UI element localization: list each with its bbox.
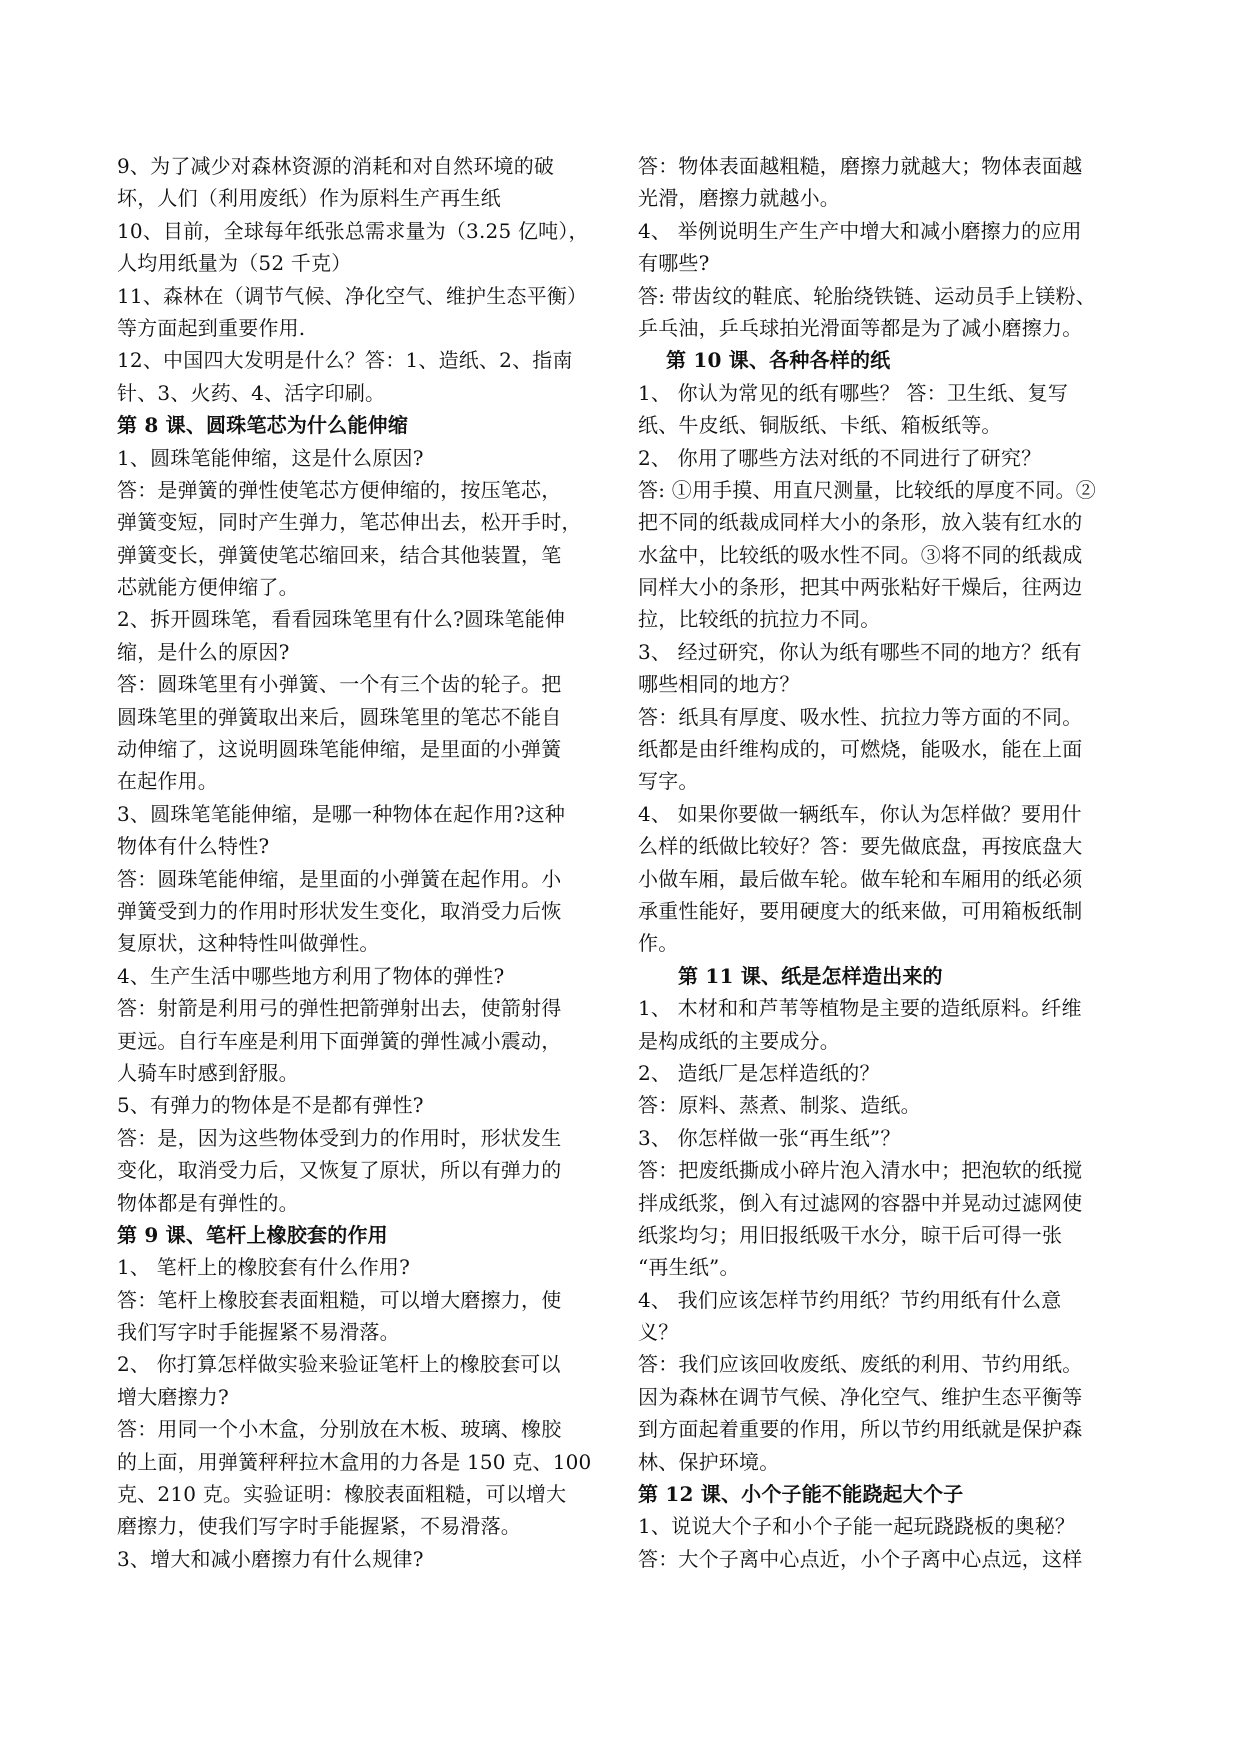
text-line: 物体都是有弹性的。 (117, 1190, 299, 1215)
text-line: 克、210 克。实验证明：橡胶表面粗糙，可以增大 (117, 1482, 567, 1507)
text-line: 答：是弹簧的弹性使笔芯方便伸缩的，按压笔芯， (117, 477, 562, 502)
text-line: 5、有弹力的物体是不是都有弹性? (117, 1093, 424, 1118)
text-line: 有哪些? (638, 251, 710, 276)
text-line: 动伸缩了，这说明圆珠笔能伸缩，是里面的小弹簧 (117, 737, 562, 762)
text-line: 1、 笔杆上的橡胶套有什么作用? (117, 1255, 411, 1280)
text-line: 人均用纸量为（52 千克） (117, 251, 352, 276)
text-line: 10、目前，全球每年纸张总需求量为（3.25 亿吨）， (117, 218, 589, 243)
text-line: 答：笔杆上橡胶套表面粗糙，可以增大磨擦力，使 (117, 1287, 562, 1312)
text-line: 水盆中，比较纸的吸水性不同。③将不同的纸裁成 (638, 542, 1083, 567)
text-line: 增大磨擦力? (117, 1384, 229, 1409)
right-column (638, 150, 1118, 1575)
text-line: 复原状，这种特性叫做弹性。 (117, 931, 380, 956)
text-line: 2、 你打算怎样做实验来验证笔杆上的橡胶套可以 (117, 1352, 561, 1377)
text-line: 纸浆均匀；用旧报纸吸干水分，晾干后可得一张 (638, 1222, 1063, 1247)
text-line: 4、 我们应该怎样节约用纸？节约用纸有什么意 (638, 1287, 1062, 1312)
text-line: “再生纸”。 (638, 1255, 740, 1280)
text-line: 把不同的纸裁成同样大小的条形，放入装有红水的 (638, 510, 1083, 535)
text-line: 答: 带齿纹的鞋底、轮胎绕铁链、运动员手上镁粉、 (638, 283, 1096, 308)
text-line: 拉，比较纸的抗拉力不同。 (638, 607, 881, 632)
text-line: 林、保护环境。 (638, 1449, 780, 1474)
text-line: 写字。 (638, 769, 699, 794)
section-heading: 第 10 课、各种各样的纸 (666, 348, 891, 373)
text-line: 2、拆开圆珠笔，看看园珠笔里有什么?圆珠笔能伸 (117, 607, 566, 632)
text-line: 11、森林在（调节气候、净化空气、维护生态平衡） (117, 283, 588, 308)
text-line: 乒乓油，乒乓球拍光滑面等都是为了减小磨擦力。 (638, 315, 1083, 340)
text-line: 拌成纸浆，倒入有过滤网的容器中并晃动过滤网使 (638, 1190, 1083, 1215)
text-line: 答：是，因为这些物体受到力的作用时，形状发生 (117, 1125, 562, 1150)
text-line: 因为森林在调节气候、净化空气、维护生态平衡等 (638, 1384, 1083, 1409)
section-heading: 第 8 课、圆珠笔芯为什么能伸缩 (117, 413, 409, 438)
text-line: 答：物体表面越粗糙，磨擦力就越大；物体表面越 (638, 154, 1083, 178)
text-line: 答：圆珠笔能伸缩，是里面的小弹簧在起作用。小 (117, 866, 562, 891)
text-line: 么样的纸做比较好？答：要先做底盘，再按底盘大 (638, 834, 1083, 859)
text-line: 答：用同一个小木盒，分别放在木板、玻璃、橡胶 (117, 1417, 562, 1442)
text-line: 1、说说大个子和小个子能一起玩跷跷板的奥秘？ (638, 1514, 1076, 1539)
text-line: 纸、牛皮纸、铜版纸、卡纸、箱板纸等。 (638, 413, 1002, 438)
text-line: 变化，取消受力后，又恢复了原状，所以有弹力的 (117, 1158, 562, 1183)
text-line: 是构成纸的主要成分。 (638, 1028, 840, 1053)
text-line: 更远。自行车座是利用下面弹簧的弹性减小震动， (117, 1028, 562, 1053)
text-line: 答：我们应该回收废纸、废纸的利用、节约用纸。 (638, 1352, 1083, 1377)
text-line: 答：纸具有厚度、吸水性、抗拉力等方面的不同。 (638, 704, 1083, 729)
text-line: 4、 如果你要做一辆纸车，你认为怎样做？要用什 (638, 801, 1082, 826)
section-heading: 第 12 课、小个子能不能跷起大个子 (638, 1482, 964, 1507)
text-line: 缩，是什么的原因? (117, 639, 290, 664)
text-line: 3、增大和减小磨擦力有什么规律? (117, 1546, 424, 1571)
text-line: 4、生产生活中哪些地方利用了物体的弹性? (117, 963, 505, 988)
text-line: 3、圆珠笔笔能伸缩，是哪一种物体在起作用?这种 (117, 801, 566, 826)
text-line: 哪些相同的地方？ (638, 672, 800, 697)
text-line: 答：射箭是利用弓的弹性把箭弹射出去，使箭射得 (117, 996, 562, 1021)
text-line: 答：原料、蒸煮、制浆、造纸。 (638, 1093, 921, 1118)
text-line: 答：圆珠笔里有小弹簧、一个有三个齿的轮子。把 (117, 672, 562, 697)
text-line: 弹簧受到力的作用时形状发生变化，取消受力后恢 (117, 898, 562, 923)
left-column (117, 150, 597, 1575)
text-line: 4、 举例说明生产生产中增大和减小磨擦力的应用 (638, 218, 1082, 243)
text-line: 弹簧变短，同时产生弹力，笔芯伸出去，松开手时， (117, 510, 582, 535)
text-line: 9、为了减少对森林资源的消耗和对自然环境的破 (117, 154, 555, 178)
text-line: 物体有什么特性? (117, 834, 270, 859)
text-line: 承重性能好，要用硬度大的纸来做，可用箱板纸制 (638, 898, 1083, 923)
text-line: 义？ (638, 1320, 679, 1345)
text-line: 答：大个子离中心点近，小个子离中心点远，这样 (638, 1546, 1083, 1571)
section-heading: 第 9 课、笔杆上橡胶套的作用 (117, 1222, 388, 1247)
text-line: 12、中国四大发明是什么？答：1、造纸、2、指南 (117, 348, 573, 373)
text-line: 1、圆珠笔能伸缩，这是什么原因? (117, 445, 424, 470)
text-line: 等方面起到重要作用. (117, 315, 306, 340)
text-line: 纸都是由纤维构成的，可燃烧，能吸水，能在上面 (638, 737, 1083, 762)
text-line: 在起作用。 (117, 769, 218, 794)
text-line: 2、 你用了哪些方法对纸的不同进行了研究？ (638, 445, 1042, 470)
text-line: 针、3、火药、4、活字印刷。 (117, 380, 386, 405)
text-line: 作。 (638, 931, 679, 956)
text-line: 弹簧变长，弹簧使笔芯缩回来，结合其他装置，笔 (117, 542, 562, 567)
text-line: 2、 造纸厂是怎样造纸的？ (638, 1060, 880, 1085)
text-line: 1、 你认为常见的纸有哪些？ 答：卫生纸、复写 (638, 380, 1069, 405)
text-line: 的上面，用弹簧秤秤拉木盒用的力各是 150 克、100 (117, 1449, 592, 1474)
text-line: 到方面起着重要的作用，所以节约用纸就是保护森 (638, 1417, 1083, 1442)
text-line: 小做车厢，最后做车轮。做车轮和车厢用的纸必须 (638, 866, 1083, 891)
text-line: 坏，人们（利用废纸）作为原料生产再生纸 (117, 186, 501, 211)
text-line: 3、 你怎样做一张“再生纸”？ (638, 1125, 901, 1150)
text-line: 芯就能方便伸缩了。 (117, 575, 299, 600)
text-line: 答：把废纸撕成小碎片泡入清水中；把泡软的纸搅 (638, 1158, 1083, 1183)
text-line: 我们写字时手能握紧不易滑落。 (117, 1320, 400, 1345)
text-line: 磨擦力，使我们写字时手能握紧，不易滑落。 (117, 1514, 521, 1539)
text-line: 3、 经过研究，你认为纸有哪些不同的地方？纸有 (638, 639, 1082, 664)
text-line: 1、 木材和和芦苇等植物是主要的造纸原料。纤维 (638, 996, 1082, 1021)
section-heading: 第 11 课、纸是怎样造出来的 (678, 963, 943, 988)
text-line: 人骑车时感到舒服。 (117, 1060, 299, 1085)
text-line: 圆珠笔里的弹簧取出来后，圆珠笔里的笔芯不能自 (117, 704, 562, 729)
text-line: 光滑，磨擦力就越小。 (638, 186, 840, 211)
text-line: 同样大小的条形，把其中两张粘好干燥后，往两边 (638, 575, 1083, 600)
text-line: 答: ①用手摸、用直尺测量，比较纸的厚度不同。② (638, 477, 1096, 502)
